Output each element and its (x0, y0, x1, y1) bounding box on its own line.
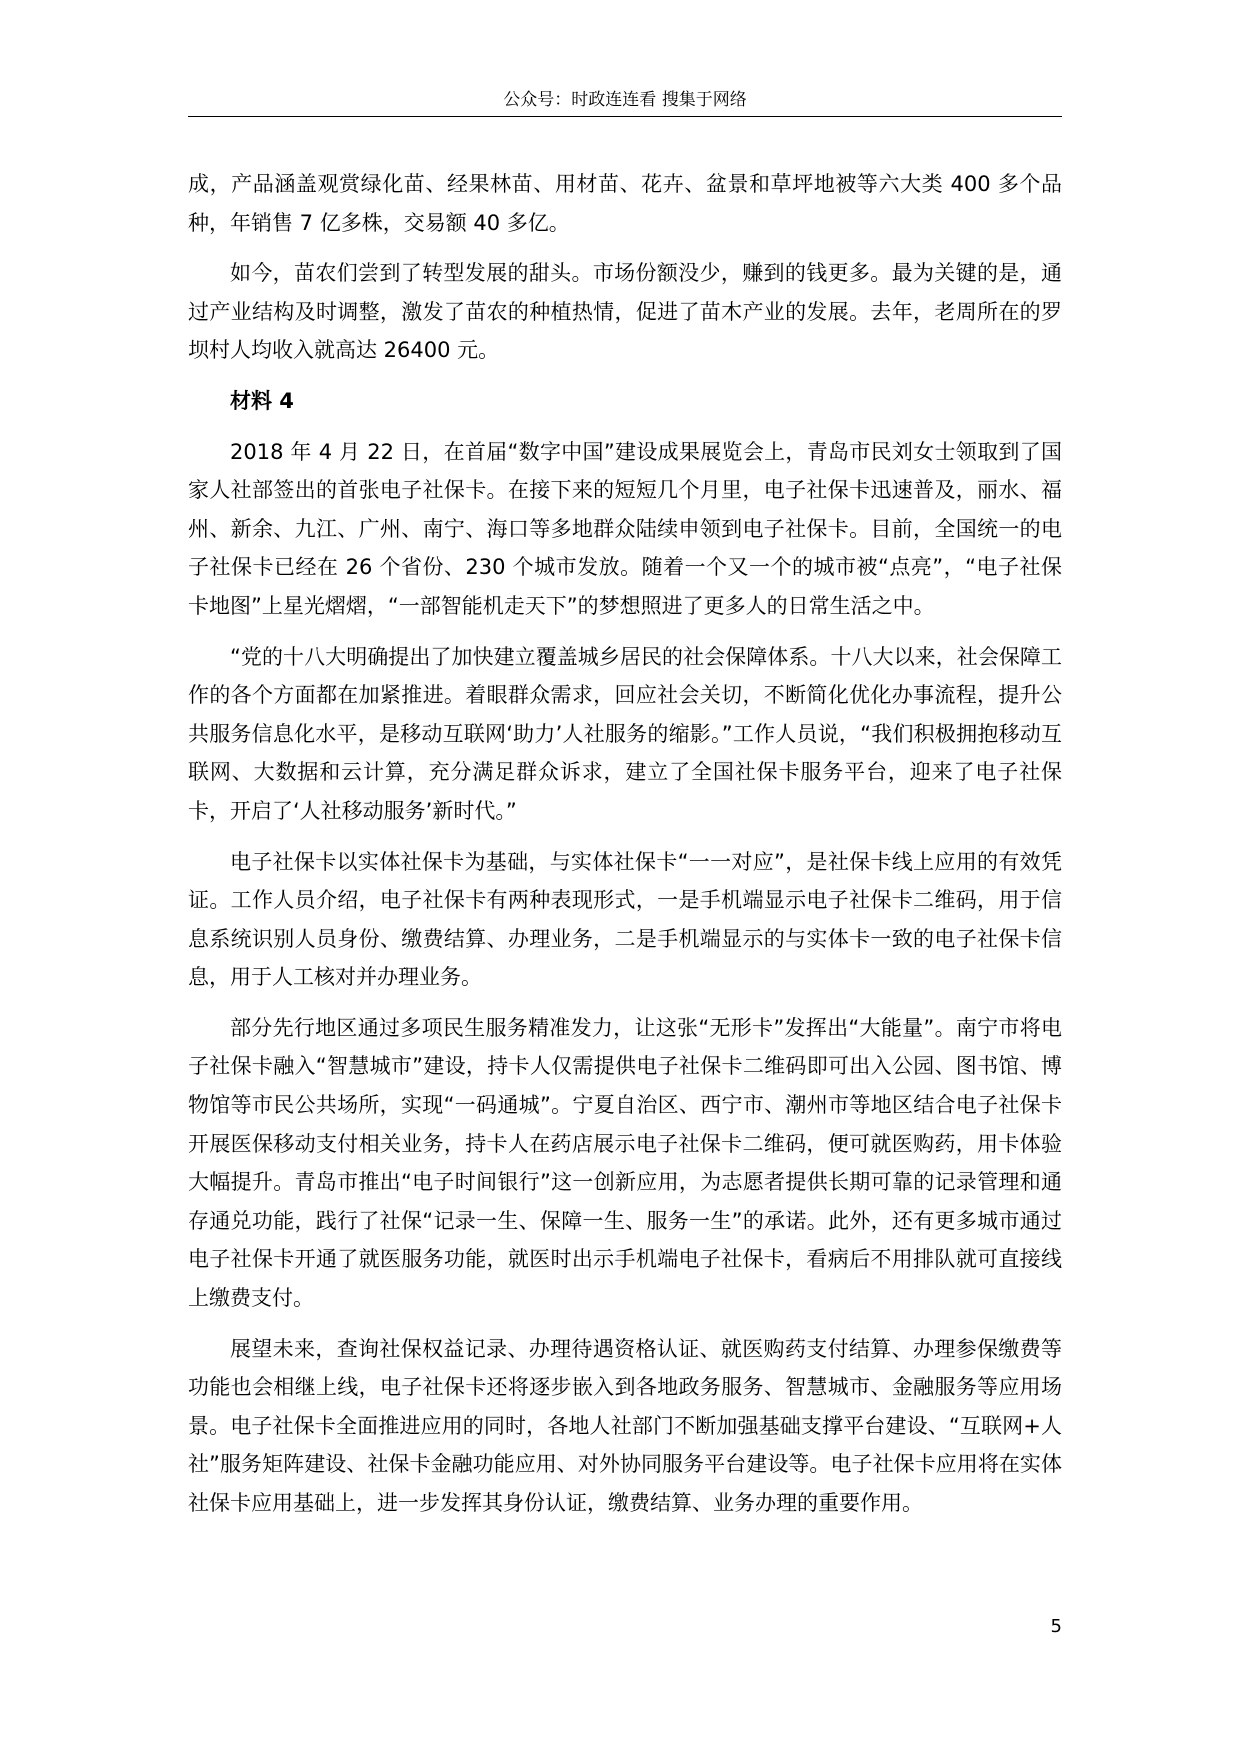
paragraph-5: 电子社保卡以实体社保卡为基础，与实体社保卡“一一对应”，是社保卡线上应用的有效凭证。工作人员介绍，电子社保卡有两种表现形式，一是手机端显示电子社保卡二维码，用于信息系统识别人员身份、缴费结算、办理业务，二是手机端显示的与实体卡一致的电子社保卡信息，用于人工核对并办理业务。 (188, 849, 1062, 990)
paragraph-7: 展望未来，查询社保权益记录、办理待遇资格认证、就医购药支付结算、办理参保缴费等功能也会相继上线，电子社保卡还将逐步嵌入到各地政务服务、智慧城市、金融服务等应用场景。电子社保卡全面推进应用的同时，各地人社部门不断加强基础支撑平台建设、“互联网+人社”服务矩阵建设、社保卡金融功能应用、对外协同服务平台建设等。电子社保卡应用将在实体社保卡应用基础上，进一步发挥其身份认证，缴费结算、业务办理的重要作用。 (188, 1336, 1062, 1515)
paragraph-4: “党的十八大明确提出了加快建立覆盖城乡居民的社会保障体系。十八大以来，社会保障工作的各个方面都在加紧推进。着眼群众需求，回应社会关切，不断简化优化办事流程，提升公共服务信息化水平，是移动互联网‘助力’人社服务的缩影。”工作人员说，“我们积极拥抱移动互联网、大数据和云计算，充分满足群众诉求，建立了全国社保卡服务平台，迎来了电子社保卡，开启了‘人社移动服务’新时代。” (188, 644, 1062, 823)
paragraph-2: 如今，苗农们尝到了转型发展的甜头。市场份额没少，赚到的钱更多。最为关键的是，通过产业结构及时调整，激发了苗农的种植热情，促进了苗木产业的发展。去年，老周所在的罗坝村人均收入就高达 26400 元。 (188, 261, 1062, 363)
document-body (188, 165, 1062, 1535)
paragraph-6: 部分先行地区通过多项民生服务精准发力，让这张“无形卡”发挥出“大能量”。南宁市将电子社保卡融入“智慧城市”建设，持卡人仅需提供电子社保卡二维码即可出入公园、图书馆、博物馆等市民公共场所，实现“一码通城”。宁夏自治区、西宁市、潮州市等地区结合电子社保卡开展医保移动支付相关业务，持卡人在药店展示电子社保卡二维码，便可就医购药，用卡体验大幅提升。青岛市推出“电子时间银行”这一创新应用，为志愿者提供长期可靠的记录管理和通存通兑功能，践行了社保“记录一生、保障一生、服务一生”的承诺。此外，还有更多城市通过电子社保卡开通了就医服务功能，就医时出示手机端电子社保卡，看病后不用排队就可直接线上缴费支付。 (188, 1015, 1062, 1311)
paragraph-1: 成，产品涵盖观赏绿化苗、经果林苗、用材苗、花卉、盆景和草坪地被等六大类 400 多个品种，年销售 7 亿多株，交易额 40 多亿。 (188, 172, 1062, 235)
section-heading: 材料 4 (230, 388, 294, 413)
page-number: 5 (1050, 1616, 1062, 1637)
page-header: 公众号：时政连连看 搜集于网络 (503, 90, 747, 110)
header-rule (188, 116, 1062, 117)
paragraph-3: 2018 年 4 月 22 日，在首届“数字中国”建设成果展览会上，青岛市民刘女士领取到了国家人社部签出的首张电子社保卡。在接下来的短短几个月里，电子社保卡迅速普及，丽水、福州、新余、九江、广州、南宁、海口等多地群众陆续申领到电子社保卡。目前，全国统一的电子社保卡已经在 26 个省份、230 个城市发放。随着一个又一个的城市被“点亮”，“电子社保卡地图”上星光熠熠，“一部智能机走天下”的梦想照进了更多人的日常生活之中。 (188, 439, 1062, 618)
